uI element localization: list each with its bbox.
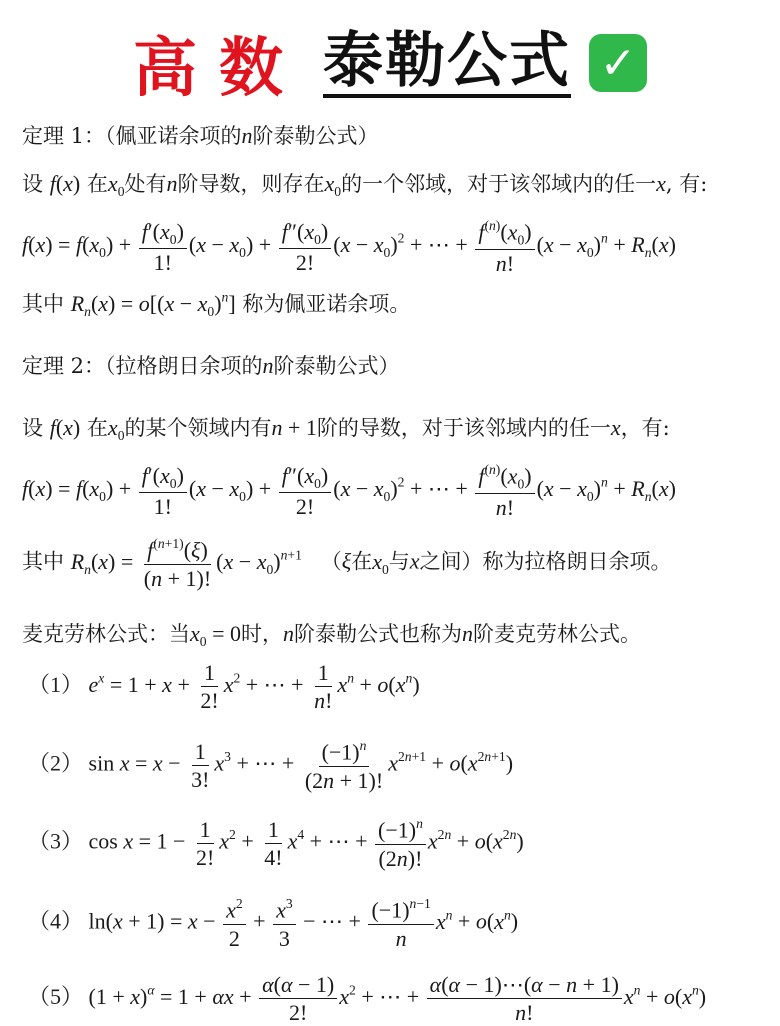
mac-intro: 时， (241, 622, 283, 646)
t1-rem-suffix: 称为佩亚诺余项。 (242, 292, 411, 316)
mac-intro: 阶麦克劳林公式。 (473, 622, 641, 646)
mac-intro: 阶泰勒公式也称为 (294, 622, 462, 646)
t2-part: 设 (22, 416, 43, 440)
mac-intro: 麦克劳林公式：当 (22, 622, 190, 646)
item-label: （4） (28, 908, 84, 934)
check-mark-icon: ✓ (589, 34, 647, 92)
theorem1-heading (22, 120, 379, 150)
t1-part: 阶导数，则存在 (177, 172, 325, 196)
maclaurin-item-exp: （1） $e^x = 1 + x$ + $\frac{1}{2!}$ $x^2$ + ⋯ + $\frac{1}{n!}$ $x^n + o(x^n)$ (28, 660, 420, 714)
theorem1-remainder: 其中 $R_n(x) = o[(x - x_0)^n]$ 称为佩亚诺余项。 (22, 289, 411, 319)
t2-part: 在 (86, 416, 108, 440)
t1-part: 在 (86, 172, 108, 196)
t2-note: 在 (351, 549, 373, 574)
t1-part: , 有: (665, 172, 708, 196)
theorem1-heading-n: n (241, 123, 253, 148)
item-label: （5） (28, 983, 84, 1009)
title-black: 泰勒公式 (323, 26, 571, 96)
maclaurin-item-binomial: （5） $(1 + x)^\alpha = 1 + \alpha x$ + $\frac{\alpha(\alpha - 1)}{2!}$ $x^2$ + ⋯ + $\frac{\alpha(\alpha - 1)\cdots(\alpha - n + 1)}{n!}$ $x^n + o(x^n)$ (28, 972, 707, 1026)
t2-note: 与 (388, 549, 410, 574)
item-label: （1） (28, 671, 84, 697)
theorem1-statement: 设 f(x) 在$x_0$处有n阶导数，则存在$x_0$的一个邻域，对于该邻域内的任一x, 有: (22, 171, 708, 199)
maclaurin-item-ln: （4） ln(x + 1) = x − $\frac{x^2}{2}$ + $\frac{x^3}{3}$ − ⋯ + $\frac{(-1)^{n-1}}{n}$ $x^n + o(x^n)$ (28, 896, 519, 951)
t2-part: ，有: (620, 416, 670, 440)
t2-part: 阶的导数，对于该邻域内的任一 (316, 416, 611, 440)
maclaurin-intro: 麦克劳林公式：当$x_0 = 0$时，n阶泰勒公式也称为n阶麦克劳林公式。 (22, 621, 641, 649)
item-label: （2） (28, 750, 84, 776)
t1-part: 设 (22, 172, 43, 196)
theorem2-remainder: 其中 $R_n(x)$ = $\frac{f^{(n+1)}(\xi)}{(n + 1)!}$ $(x - x_0)^{n+1}$ （ξ在$x_0$与x之间）称为拉格朗日余项。 (22, 536, 672, 591)
title-red: 高数 (133, 32, 305, 106)
t2-rem-prefix: 其中 (22, 549, 64, 574)
t1-part: 的一个邻域，对于该邻域内的任一 (341, 172, 657, 196)
theorem2-heading-text: 定理 2：（拉格朗日余项的 (22, 354, 263, 378)
theorem2-heading-end: 阶泰勒公式） (273, 354, 400, 378)
theorem2-heading (22, 350, 400, 380)
t1-part: 处有 (124, 172, 167, 196)
theorem1-heading-text: 定理 1：（佩亚诺余项的 (22, 124, 242, 148)
theorem1-heading-end: 阶泰勒公式） (252, 124, 379, 148)
theorem2-heading-n: n (262, 353, 274, 378)
page-header (0, 18, 780, 108)
t2-part: 的某个领域内有 (124, 416, 272, 440)
maclaurin-item-cos: （3） cos x = 1 − $\frac{1}{2!}$ $x^2$ + $\frac{1}{4!}$ $x^4$ + ⋯ + $\frac{(-1)^n}{(2n)!}$ $x^{2n} + o(x^{2n})$ (28, 816, 524, 871)
maclaurin-item-sin: （2） sin x = x − $\frac{1}{3!}$ $x^3$ + ⋯ + $\frac{(-1)^n}{(2n + 1)!}$ $x^{2n+1} + o(x^{2n+1})$ (28, 738, 514, 793)
theorem2-formula: $f(x) = f(x_0)$ + $\frac{f'(x_0)}{1!}$ $(x - x_0)$ + $\frac{f''(x_0)}{2!}$ $(x - x_0)^2$ + ⋯ + $\frac{f^{(n)}(x_0)}{n!}$ $(x - x_0)^n + R_n(x)$ (22, 462, 676, 520)
item-label: （3） (28, 828, 84, 854)
t2-note: 之间）称为拉格朗日余项。 (419, 549, 672, 574)
t2-note: （ (320, 549, 342, 574)
theorem2-statement: 设 f(x) 在$x_0$的某个领域内有n + 1阶的导数，对于该邻域内的任一x，有: (22, 415, 670, 443)
theorem1-formula: $f(x) = f(x_0)$ + $\frac{f'(x_0)}{1!}$ $(x - x_0)$ + $\frac{f''(x_0)}{2!}$ $(x - x_0)^2$ + ⋯ + $\frac{f^{(n)}(x_0)}{n!}$ $(x - x_0)^n + R_n(x)$ (22, 218, 676, 276)
t1-rem-prefix: 其中 (22, 292, 64, 316)
